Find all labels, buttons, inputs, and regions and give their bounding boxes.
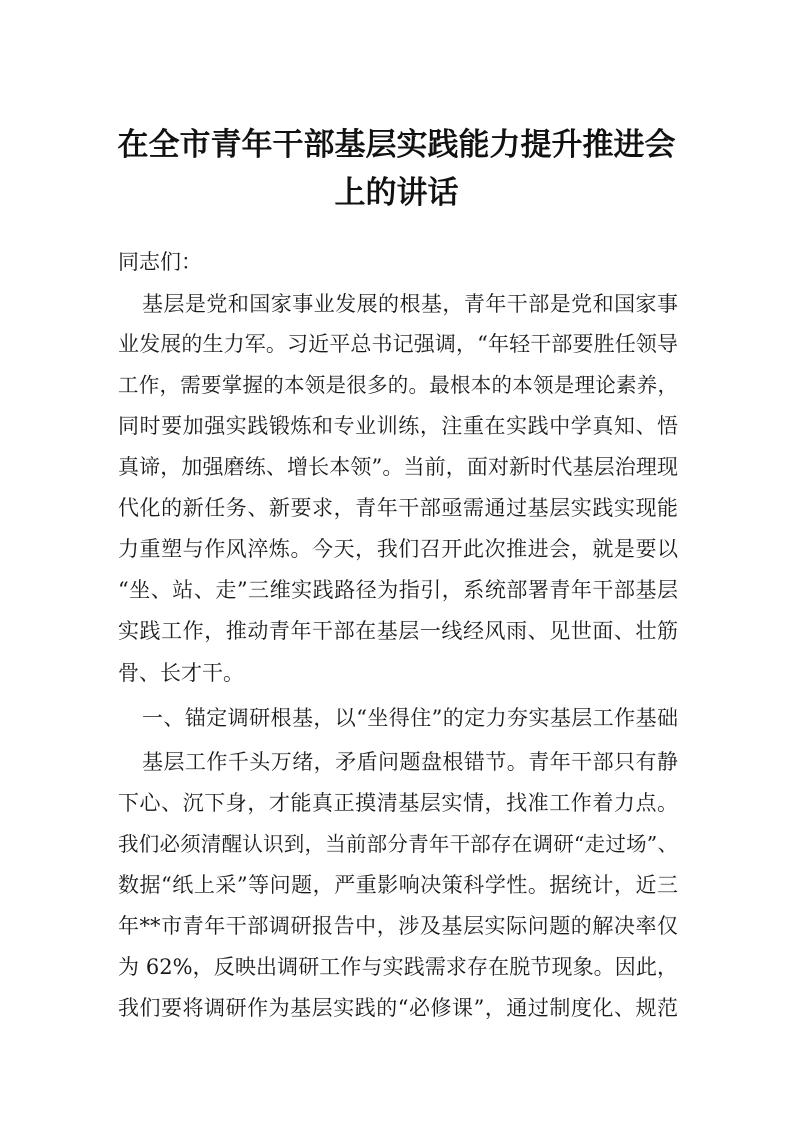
paragraph-line: 力重塑与作风淬炼。今天，我们召开此次推进会，就是要以 <box>118 537 678 561</box>
section-heading: 一、锚定调研根基，以“坐得住”的定力夯实基层工作基础 <box>142 706 678 730</box>
paragraph-line: 基层是党和国家事业发展的根基，青年干部是党和国家事 <box>142 292 678 316</box>
paragraph-line: 真谛，加强磨练、增长本领”。当前，面对新时代基层治理现 <box>118 455 678 479</box>
paragraph-line: 我们必须清醒认识到，当前部分青年干部存在调研“走过场”、 <box>118 832 678 856</box>
paragraph-line: 骨、长才干。 <box>118 661 244 685</box>
paragraph-line: 工作，需要掌握的本领是很多的。最根本的本领是理论素养， <box>118 373 678 397</box>
title-line-1: 在全市青年干部基层实践能力提升推进会 <box>117 127 676 163</box>
paragraph-line: 基层工作千头万绪，矛盾问题盘根错节。青年干部只有静 <box>142 750 678 774</box>
paragraph-line: 业发展的生力军。习近平总书记强调，“年轻干部要胜任领导 <box>118 332 678 356</box>
paragraph-line: 代化的新任务、新要求，青年干部亟需通过基层实践实现能 <box>118 496 678 520</box>
paragraph-line: 我们要将调研作为基层实践的“必修课”，通过制度化、规范 <box>118 996 678 1020</box>
paragraph-line: 实践工作，推动青年干部在基层一线经风雨、见世面、壮筋 <box>118 619 678 643</box>
paragraph-line: “坐、站、走”三维实践路径为指引，系统部署青年干部基层 <box>118 578 678 602</box>
paragraph-line: 下心、沉下身，才能真正摸清基层实情，找准工作着力点。 <box>118 791 678 815</box>
salutation: 同志们： <box>118 250 202 274</box>
title-line-2: 上的讲话 <box>334 175 459 211</box>
paragraph-line: 年**市青年干部调研报告中，涉及基层实际问题的解决率仅 <box>118 914 678 938</box>
paragraph-line: 同时要加强实践锻炼和专业训练，注重在实践中学真知、悟 <box>118 414 678 438</box>
paragraph-line: 数据“纸上采”等问题，严重影响决策科学性。据统计，近三 <box>118 873 678 897</box>
paragraph-line: 为 62%，反映出调研工作与实践需求存在脱节现象。因此， <box>118 955 678 979</box>
